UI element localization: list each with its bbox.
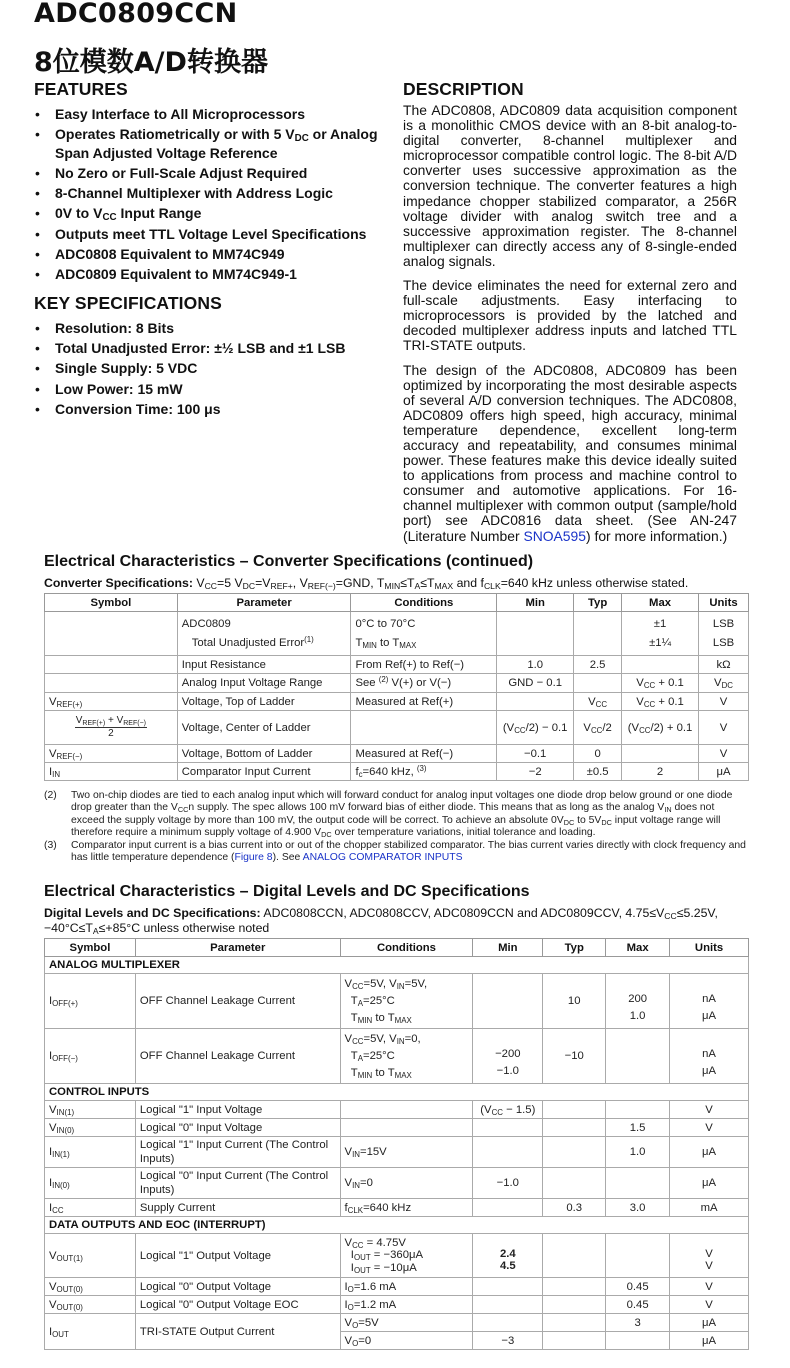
col-max: Max <box>606 939 670 957</box>
table-header-row <box>45 594 749 612</box>
key-spec-item: • Low Power: 15 mW <box>34 380 394 399</box>
table-row: $I_{IN}$ Comparator Input Current $f_c=640$ kHz, $^{(3)}$ −2 ±0.5 2 μA <box>45 763 749 781</box>
snoa595-link[interactable]: SNOA595 <box>523 527 586 544</box>
col-min: Min <box>473 939 543 957</box>
col-typ: Typ <box>543 939 606 957</box>
table-row: $V_{OUT(0)}$ Logical "0" Output Voltage EOC $I_O=1.2$ mA 0.45 V <box>45 1296 749 1314</box>
key-spec-item: • Resolution: 8 Bits <box>34 319 394 338</box>
table-row: $V_{IN(1)}$ Logical "1" Input Voltage $(V_{CC} - 1.5)$ V <box>45 1101 749 1119</box>
table-row: $I_{OFF(+)}$ OFF Channel Leakage Current $V_{CC}=5V$, $V_{IN}=5V$, $T_A=25^\circ C$ $T_{MIN}$ to $T_{MAX}$ 10 200 1.0 nA μA <box>45 974 749 1029</box>
table-row: $I_{OUT}$ TRI-STATE Output Current $V_O=5V$ 3 μA <box>45 1314 749 1332</box>
col-conditions: Conditions <box>340 939 473 957</box>
page-title: ADC0809CCN <box>34 0 238 29</box>
feature-item: • Outputs meet TTL Voltage Level Specifications <box>34 225 394 244</box>
col-parameter: Parameter <box>135 939 340 957</box>
conditions-label: Digital Levels and DC Specifications: <box>44 906 261 920</box>
group-row: DATA OUTPUTS AND EOC (INTERRUPT) <box>45 1217 749 1234</box>
figure-8-link[interactable]: Figure 8 <box>234 852 273 864</box>
col-symbol: Symbol <box>45 939 136 957</box>
table-row: $I_{IN(1)}$ Logical "1" Input Current (The Control Inputs) $V_{IN}=15V$ 1.0 μA <box>45 1137 749 1168</box>
key-spec-item: • Conversion Time: 100 μs <box>34 400 394 419</box>
description-section <box>403 79 737 553</box>
table-row: $I_{IN(0)}$ Logical "0" Input Current (The Control Inputs) $V_{IN}=0$ −1.0 μA <box>45 1168 749 1199</box>
feature-item: • ADC0808 Equivalent to MM74C949 <box>34 245 394 264</box>
feature-item: • Easy Interface to All Microprocessors <box>34 105 394 124</box>
feature-item: • No Zero or Full-Scale Adjust Required <box>34 164 394 183</box>
footnote-3: (3) Comparator input current is a bias current into or out of the chopper stabilized comparator. The bias current varies directly with clock frequency and has little temperature dependence (Figure 8). See ANALOG COMPARATOR INPUTS <box>44 839 746 864</box>
key-specs-heading: KEY SPECIFICATIONS <box>34 293 222 313</box>
col-min: Min <box>497 594 574 612</box>
feature-item: • 8-Channel Multiplexer with Address Logic <box>34 184 394 203</box>
analog-comparator-inputs-link[interactable]: ANALOG COMPARATOR INPUTS <box>302 852 463 864</box>
col-units: Units <box>699 594 749 612</box>
feature-item: • Operates Ratiometrically or with 5 $V_{DC}$ or Analog Span Adjusted Voltage Reference <box>34 125 394 162</box>
description-heading: DESCRIPTION <box>403 79 524 99</box>
digital-section-title: Electrical Characteristics – Digital Levels and DC Specifications <box>44 883 530 900</box>
table-row: $V_{REF(+)}$ Voltage, Top of Ladder Measured at Ref(+) $V_{CC}$ $V_{CC} + 0.1$ V <box>45 693 749 711</box>
col-parameter: Parameter <box>177 594 351 612</box>
converter-specs-table <box>44 593 749 781</box>
table-row: ADC0809 Total Unadjusted Error$^{(1)}$ 0°C to 70°C $T_{MIN}$ to $T_{MAX}$ ±1 ±1¼ LSB LSB <box>45 612 749 656</box>
description-text: The design of the ADC0808, ADC0809 has been optimized by incorporating the most desirable aspects of several A/D conversion techniques. The ADC0808, ADC0809 offers high speed, high accuracy, minimal temperature dependence, excellent long-term accuracy and repeatability, and consumes minimal power. These features make this device ideally suited to applications from process and machine control to consumer and automotive applications. For 16-channel multiplexer with common output (sample/hold port) see ADC0816 data sheet. (See AN-247 (Literature Number <box>403 361 737 544</box>
table-header-row <box>45 939 749 957</box>
table-row: Analog Input Voltage Range See $^{(2)}$ V(+) or V(−) GND − 0.1 $V_{CC} + 0.1$ $V_{DC}$ <box>45 674 749 693</box>
col-typ: Typ <box>574 594 622 612</box>
description-paragraph <box>403 363 737 544</box>
table-row: $I_{CC}$ Supply Current $f_{CLK}=640$ kHz 0.3 3.0 mA <box>45 1199 749 1217</box>
col-symbol: Symbol <box>45 594 178 612</box>
table-row: $V_{REF(-)}$ Voltage, Bottom of Ladder Measured at Ref(−) −0.1 0 V <box>45 745 749 763</box>
features-heading: FEATURES <box>34 79 128 99</box>
key-spec-item: • Single Supply: 5 VDC <box>34 359 394 378</box>
features-section <box>34 79 394 285</box>
table-row: $V_{OUT(0)}$ Logical "0" Output Voltage $I_O=1.6$ mA 0.45 V <box>45 1278 749 1296</box>
table-row: Input Resistance From Ref(+) to Ref(−) 1.0 2.5 kΩ <box>45 656 749 674</box>
table-row: $V_{OUT(1)}$ Logical "1" Output Voltage $V_{CC} = 4.75V$ $I_{OUT} = -360\mu A$ $I_{OUT} = -10\mu A$ 2.4 4.5 V V <box>45 1234 749 1278</box>
key-specifications-section <box>34 293 394 420</box>
digital-conditions: Digital Levels and DC Specifications: ADC0808CCN, ADC0808CCV, ADC0809CCN and ADC0809CCV, $4.75\le V_{CC}\le 5.25V$, $-40^\circ C\le T_A\le+85^\circ C$ unless otherwise noted <box>44 906 718 936</box>
group-row: CONTROL INPUTS <box>45 1084 749 1101</box>
conditions-label: Converter Specifications: <box>44 576 193 590</box>
col-conditions: Conditions <box>351 594 497 612</box>
footnotes <box>44 790 749 864</box>
converter-conditions: Converter Specifications: $V_{CC}=5$ $V_{DC}=V_{REF+}$, $V_{REF(-)}=GND$, $T_{MIN}\le T_A\le T_{MAX}$ and $f_{CLK}=640$ kHz unless otherwise stated. <box>44 576 689 591</box>
table-row: $\frac{V_{REF(+)} + V_{REF(-)}}{2}$ Voltage, Center of Ladder $(V_{CC}/2) - 0.1$ $V_{CC}/2$ $(V_{CC}/2) + 0.1$ V <box>45 711 749 745</box>
page-subtitle: 8位模数A/D转换器 <box>34 47 268 78</box>
col-units: Units <box>670 939 749 957</box>
key-spec-item: • Total Unadjusted Error: ±½ LSB and ±1 LSB <box>34 339 394 358</box>
table-row: $I_{OFF(-)}$ OFF Channel Leakage Current $V_{CC}=5V$, $V_{IN}=0$, $T_A=25^\circ C$ $T_{MIN}$ to $T_{MAX}$ −200 −1.0 −10 nA μA <box>45 1029 749 1084</box>
footnote-2: (2) Two on-chip diodes are tied to each analog input which will forward conduct for analog input voltages one diode drop below ground or one diode drop greater than the $V_{CC}n$ supply. The spec allows 100 mV forward bias of either diode. This means that as long as the analog $V_{IN}$ does not exceed the supply voltage by more than 100 mV, the output code will be correct. To achieve an absolute $0V_{DC}$ to $5V_{DC}$ input voltage range will therefore require a minimum supply voltage of 4.900 $V_{DC}$ over temperature variations, initial tolerance and loading. <box>44 790 733 840</box>
feature-item: • 0V to $V_{CC}$ Input Range <box>34 204 394 223</box>
col-max: Max <box>622 594 699 612</box>
description-paragraph: The device eliminates the need for external zero and full-scale adjustments. Easy interfacing to microprocessors is provided by the latched and decoded multiplexer address inputs and latched TTL TRI-STATE outputs. <box>403 277 737 354</box>
feature-item: • ADC0809 Equivalent to MM74C949-1 <box>34 265 394 284</box>
description-paragraph: The ADC0808, ADC0809 data acquisition component is a monolithic CMOS device with an 8-bit analog-to-digital converter, 8-channel multiplexer and microprocessor compatible control logic. The 8-bit A/D converter uses successive approximation as the conversion technique. The converter features a high impedance chopper stabilized comparator, a 256R voltage divider with analog switch tree and a successive approximation register. The 8-channel multiplexer can directly access any of 8-single-ended analog signals. <box>403 102 737 269</box>
digital-specs-table <box>44 938 749 1350</box>
description-tail: ) for more information.) <box>585 527 728 544</box>
table-row: $V_O=0$ −3 μA <box>45 1332 749 1350</box>
converter-section-title: Electrical Characteristics – Converter Specifications (continued) <box>44 553 534 570</box>
group-row: ANALOG MULTIPLEXER <box>45 957 749 974</box>
table-row: $V_{IN(0)}$ Logical "0" Input Voltage 1.5 V <box>45 1119 749 1137</box>
